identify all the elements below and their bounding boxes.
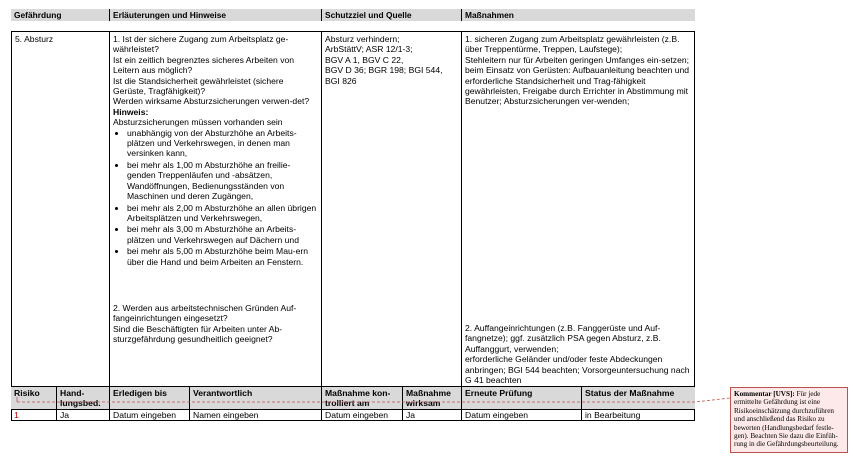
- status-header-done-by: Erledigen bis: [109, 387, 189, 409]
- status-header-need: Hand-lungsbed.: [56, 387, 109, 409]
- source-cell: Absturz verhindern; ArbStättV; ASR 12/1-3; BGV A 1, BGV C 22, BGV D 36; BGR 198; BGI 544, BGI 826: [325, 34, 443, 86]
- comment-text: Für jede ermittelte Gefährdung ist eine Risikoeinschätzung durchzuführen und anschließend das Risiko zu bewerten (Handlungsbedarf festle-gen). Beachten Sie dazu die Einfüh-rung in die Gefährdungsbeurteilung.: [734, 390, 839, 449]
- list-item: • unabhängig von der Absturzhöhe an Arbeits-plätzen und Verkehrswegen, in denen man versinken kann,: [127, 128, 318, 159]
- header-measures: Maßnahmen: [461, 9, 695, 21]
- explain-part2: 2. Werden aus arbeitstechnischen Gründen Auf-fangeinrichtungen eingesetzt? Sind die Beschäftigten für Arbeiten unter Ab-sturzgefährdung gesundheitlich geeignet?: [113, 303, 297, 345]
- status-need-value[interactable]: Ja: [56, 409, 109, 421]
- list-item: • bei mehr als 2,00 m Absturzhöhe an allen übrigen Arbeitsplätzen und Verkehrswegen,: [127, 203, 318, 224]
- status-header-status: Status der Maßnahme: [581, 387, 695, 409]
- list-item: • bei mehr als 3,00 m Absturzhöhe an Arbeits-plätzen und Verkehrswegen auf Dächern und: [127, 224, 318, 245]
- hazard-cell: 5. Absturz: [15, 34, 54, 44]
- status-risk-value[interactable]: 1: [14, 410, 19, 420]
- hint-text: Absturzsicherungen müssen vorhanden sein: [113, 117, 283, 128]
- status-header-review: Erneute Prüfung: [461, 387, 581, 409]
- hint-list: [113, 128, 318, 267]
- explanations-cell: [110, 33, 321, 269]
- header-protection-goal: Schutzziel und Quelle: [321, 9, 461, 21]
- status-header-checked: Maßnahme kon-trolliert am: [321, 387, 402, 409]
- header-hazard: Gefährdung: [11, 9, 109, 21]
- status-responsible-field[interactable]: Namen eingeben: [189, 409, 321, 421]
- status-header-responsible: Verantwortlich: [189, 387, 321, 409]
- status-header-risk: Risiko: [14, 388, 40, 398]
- review-comment[interactable]: [730, 387, 848, 453]
- status-review-field[interactable]: Datum eingeben: [461, 409, 581, 421]
- explain-questions: 1. Ist der sichere Zugang zum Arbeitsplatz ge-währleistet? Ist ein zeitlich begrenztes sicheres Arbeiten von Leitern aus möglich? Ist die Standsicherheit gewährleistet (sichere Gerüste, Tragfähigkeit)? Werden wirksame Absturzsicherungen verwen-det?: [113, 34, 310, 107]
- status-checked-field[interactable]: Datum eingeben: [321, 409, 402, 421]
- comment-title: Kommentar [UVS]:: [734, 390, 795, 398]
- status-header-effective: Maßnahme wirksam: [402, 387, 461, 409]
- hint-title: Hinweis:: [113, 106, 149, 117]
- status-status-value[interactable]: in Bearbeitung: [581, 409, 695, 421]
- header-explanations: Erläuterungen und Hinweise: [109, 9, 321, 21]
- measure-2: 2. Auffangeinrichtungen (z.B. Fanggerüste und Auf-fangnetze); ggf. zusätzlich PSA gegen Absturz, z.B. Auffanggurt, verwenden; erforderliche Geländer und/oder feste Abdeckungen anbringen; BGI 544 beachten; Vorsorgeuntersuchung nach G 41 beachten: [465, 323, 690, 386]
- measure-1: 1. sicheren Zugang zum Arbeitsplatz gewährleisten (z.B. über Treppentürme, Treppen, Laufstege); Stehleitern nur für Arbeiten geringen Umfanges ein-setzen; beim Einsatz von Gerüsten: Aufbauanleitung beachten und erforderliche Standsicherheit und Trag-fähigkeit gewährleisten, Freigabe durch Errichter in Abstimmung mit Benutzer; Absturzsicherungen ver-wenden;: [465, 34, 690, 107]
- status-effective-value[interactable]: Ja: [402, 409, 461, 421]
- status-done-by-field[interactable]: Datum eingeben: [109, 409, 189, 421]
- list-item: • bei mehr als 1,00 m Absturzhöhe an freilie-genden Treppenläufen und -absätzen, Wandöffnungen, Bedienungsständen von Maschinen und deren Zugängen,: [127, 160, 318, 202]
- list-item: • bei mehr als 5,00 m Absturzhöhe beim Mau-ern über die Hand und beim Arbeiten an Fenstern.: [127, 246, 318, 267]
